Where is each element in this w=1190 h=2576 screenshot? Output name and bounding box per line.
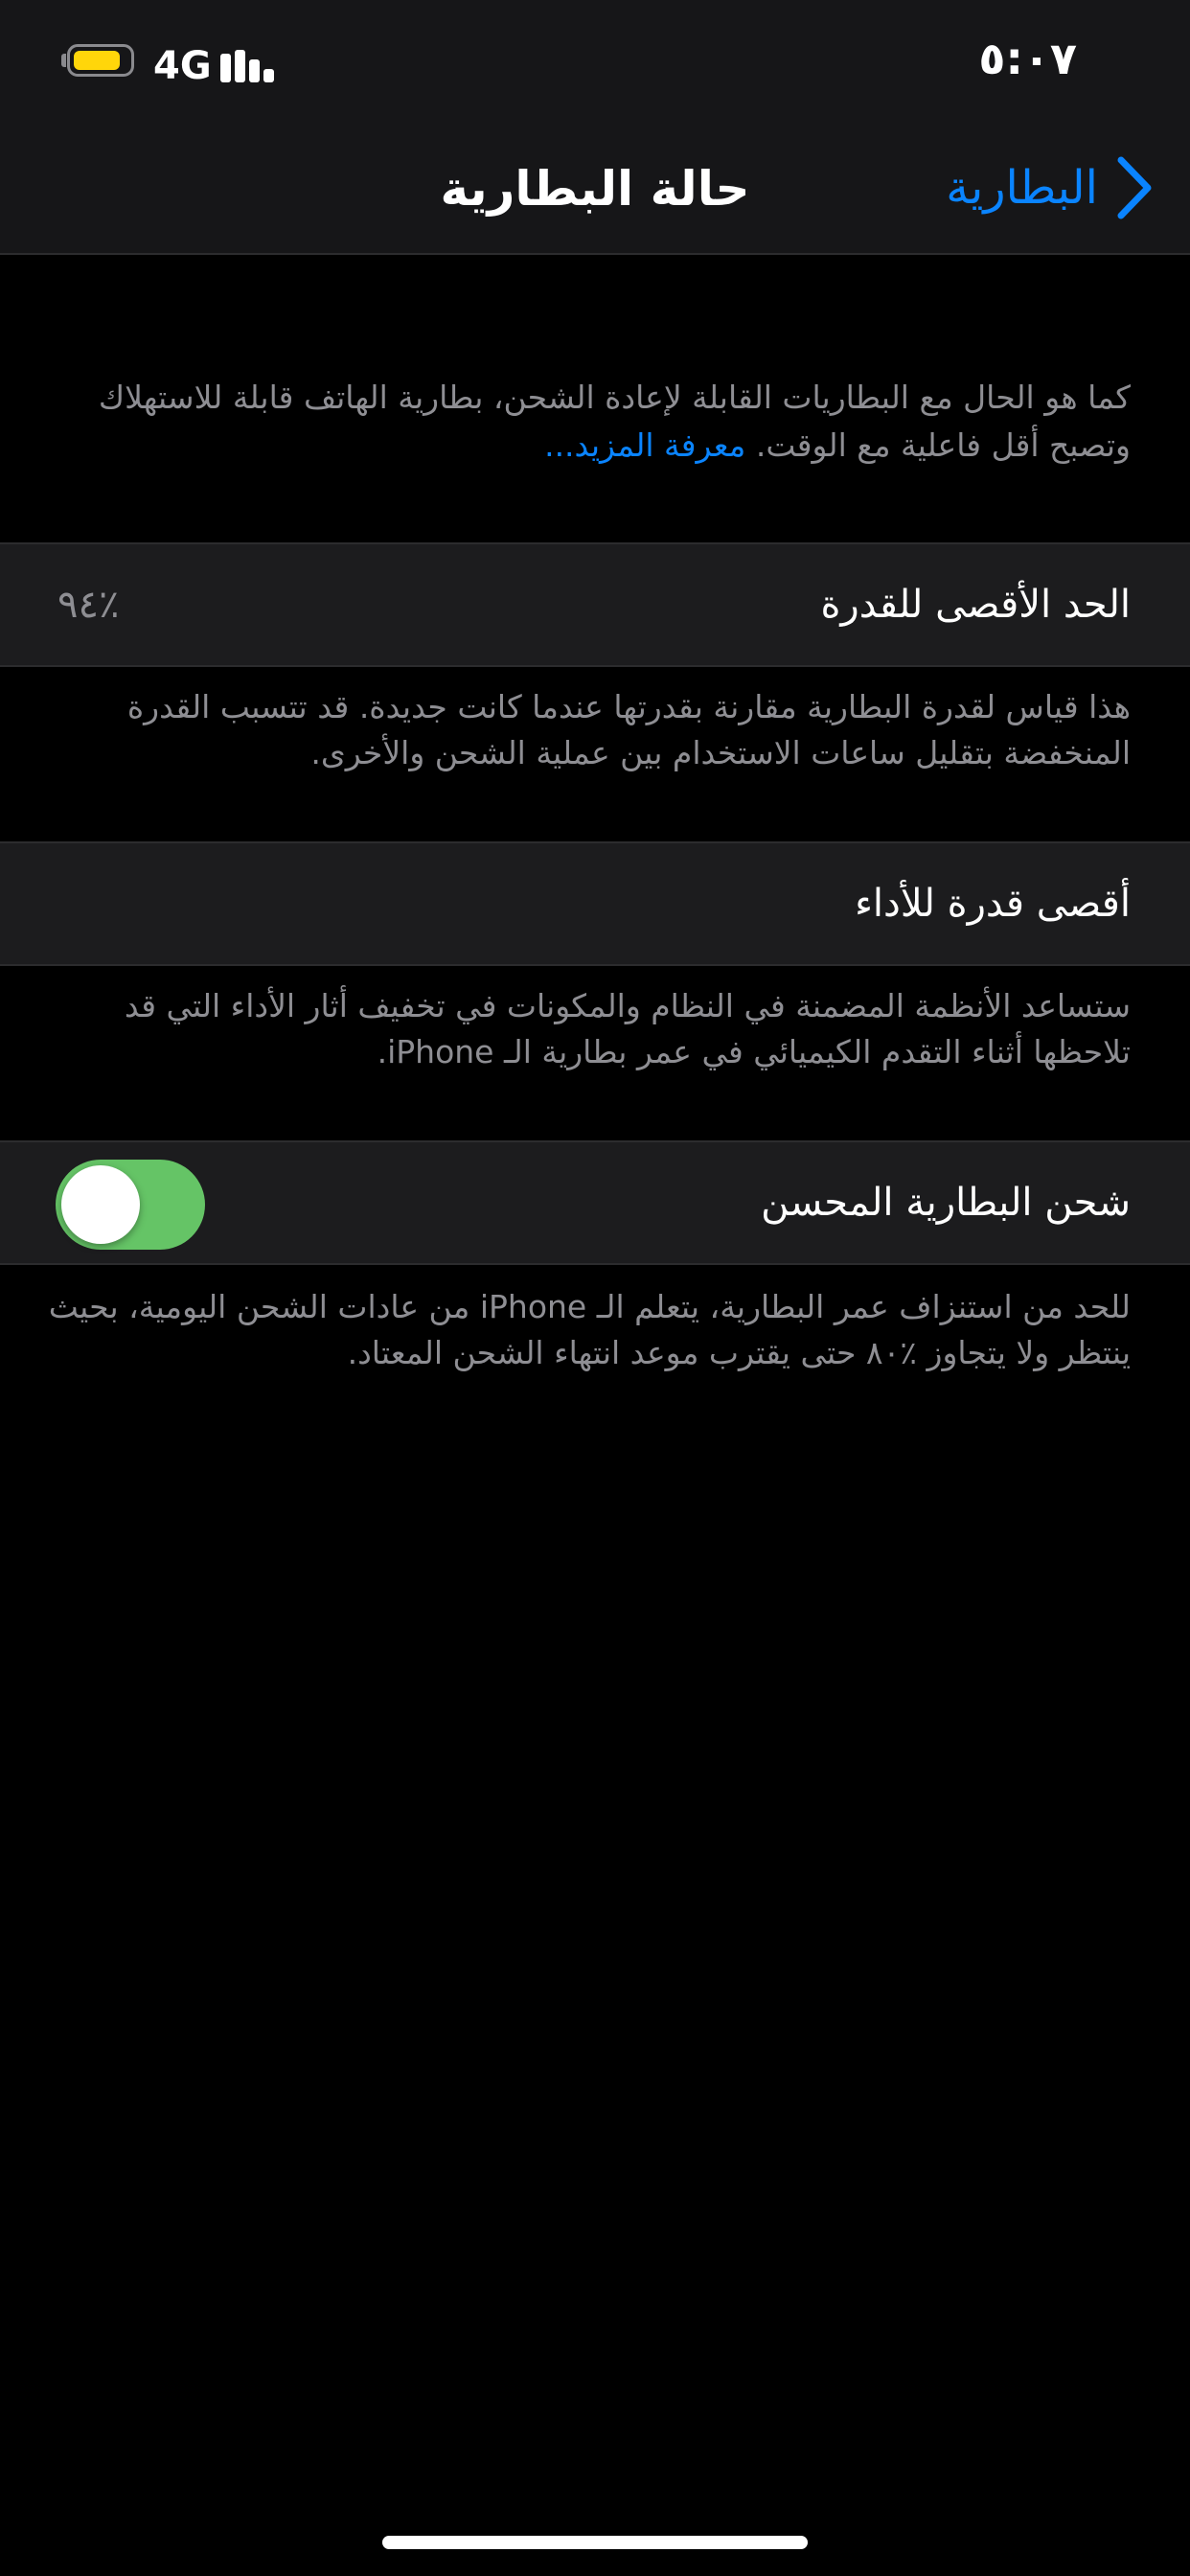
chevron-right-icon [1113, 154, 1156, 221]
navigation-bar [0, 125, 1190, 253]
max-capacity-value: ٪٩٤ [57, 583, 120, 627]
toggle-knob[interactable] [61, 1165, 140, 1244]
status-bar [0, 0, 1190, 125]
peak-performance-cell [0, 841, 1190, 966]
status-time: ٥:٠٧ [978, 33, 1077, 84]
optimized-charging-footnote: للحد من استنزاف عمر البطارية، يتعلم الـ iPhone من عادات الشحن اليومية، بحيث ينتظر ولا يتجاوز ٪٨٠ حتى يقترب موعد انتهاء الشحن المعتاد. [48, 1288, 1131, 1371]
network-type: 4G [153, 44, 212, 88]
max-capacity-cell [0, 542, 1190, 667]
signal-icon [220, 46, 278, 82]
optimized-charging-label: شحن البطارية المحسن [761, 1181, 1131, 1225]
intro-body: كما هو الحال مع البطاريات القابلة لإعادة الشحن، بطارية الهاتف قابلة للاستهلاك وتصبح أقل فاعلية مع الوقت. [98, 379, 1131, 464]
learn-more-link[interactable]: معرفة المزيد... [544, 426, 746, 464]
page-title: حالة البطارية [440, 161, 750, 217]
max-capacity-label: الحد الأقصى للقدرة [820, 583, 1131, 627]
intro-text [48, 374, 1131, 470]
signal-bar [249, 59, 260, 82]
nav-divider [0, 253, 1190, 255]
peak-performance-footnote: ستساعد الأنظمة المضمنة في النظام والمكونات في تخفيف أثار الأداء التي قد تلاحظها أثناء التقدم الكيميائي في عمر بطارية الـ iPhone. [124, 987, 1131, 1070]
peak-performance-label: أقصى قدرة للأداء [855, 882, 1131, 926]
battery-fill [74, 51, 120, 70]
optimized-charging-cell [0, 1140, 1190, 1265]
battery-icon [61, 44, 140, 82]
optimized-charging-toggle[interactable] [56, 1160, 205, 1250]
home-indicator[interactable] [382, 2536, 808, 2549]
back-button-label: البطارية [946, 161, 1098, 215]
signal-bar [220, 54, 231, 82]
battery-body [67, 44, 134, 77]
max-capacity-footnote: هذا قياس لقدرة البطارية مقارنة بقدرتها عندما كانت جديدة. قد تتسبب القدرة المنخفضة بتقليل ساعات الاستخدام بين عملية الشحن والأخرى. [126, 688, 1131, 771]
signal-bar [263, 69, 274, 82]
signal-bar [235, 50, 245, 82]
back-button[interactable] [946, 153, 1156, 222]
battery-cap [61, 54, 66, 67]
